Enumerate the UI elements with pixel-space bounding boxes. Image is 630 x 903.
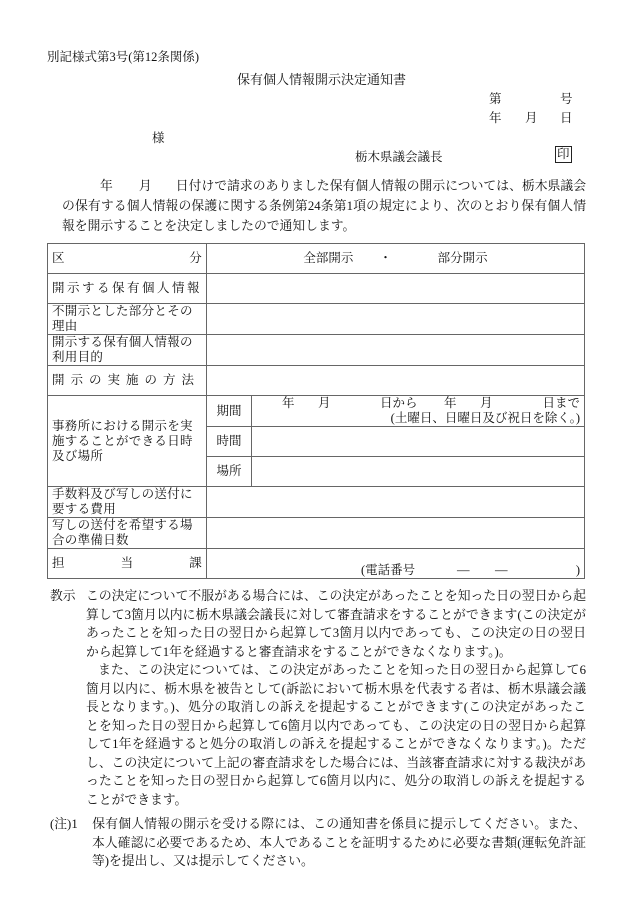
row-value[interactable] — [207, 274, 585, 304]
row-value[interactable] — [207, 487, 585, 518]
intro-text: 日付けで請求のありました保有個人情報の開示については、栃木県議会の保有する個人情報の保護に関する条例第24条第1項の規定により、次のとおり保有個人情報を開示することを決定しましたので通知します。 — [62, 179, 587, 233]
row-label: 不開示とした部分とその 理由 — [48, 304, 207, 335]
intro-month: 月 — [138, 179, 152, 193]
instruction-p2: また、この決定については、この決定があったことを知った日の翌日から起算して6箇月以内に、栃木県を被告として(訴訟において栃木県を代表する者は、栃木県議会議長となります。)、処分の取消しの訴えを提起することができます(この決定があったことを知った日の翌日から起算して6箇月以内であっても、この決定の日の翌日から起算して1年を経過すると処分の取消しの訴えを提起することができなくなります。)。ただし、この決定について上記の審査請求をした場合には、当該審査請求に対する裁決があったことを知った日の翌日から起算して6箇月以内に、処分の取消しの訴えを提起することができます。 — [86, 663, 586, 807]
intro-year: 年 — [100, 179, 113, 193]
category-label-left: 区 — [52, 251, 65, 265]
option-full-disclosure[interactable]: 全部開示 — [303, 251, 354, 265]
instruction-p1: 教示 この決定について不服がある場合には、この決定があったことを知った日の翌日から起算して3箇月以内に栃木県議会議長に対して審査請求をすることができます(この決定があったことを知った日の翌日から起算して3箇月以内であっても、この決定の日の翌日から起算して1年を経過すると審査請求をすることができなくなります。)。 — [50, 589, 586, 659]
disclosure-table — [47, 243, 585, 579]
office-period-row — [48, 396, 585, 427]
note-section — [50, 815, 586, 871]
table-row — [48, 366, 585, 396]
row-label: 開示する保有個人情報 — [48, 274, 207, 304]
document-title: 保有個人情報開示決定通知書 — [237, 72, 407, 87]
instruction-section — [50, 587, 586, 809]
intro-paragraph — [62, 176, 586, 236]
note-1: (注)1 保有個人情報の開示を受ける際には、この通知書を係員に提示してください。また、本人確認に必要であるため、本人であることを証明するために必要な書類(運転免許証等)を提出し、又は提示してください。 — [50, 817, 586, 868]
date-year: 年 — [489, 111, 502, 125]
period-label: 期間 — [207, 396, 252, 427]
table-row — [48, 518, 585, 549]
table-row — [48, 274, 585, 304]
row-value[interactable] — [207, 366, 585, 396]
charge-label: 担 当 課 — [48, 549, 207, 579]
place-value[interactable] — [252, 457, 585, 487]
place-label: 場所 — [207, 457, 252, 487]
period-dates: 年 月 日から 年 月 日まで — [282, 396, 580, 410]
issuer: 栃木県議会議長 — [355, 150, 443, 164]
period-note: (土曜日、日曜日及び祝日を除く。) — [390, 411, 580, 425]
addressee-suffix: 様 — [152, 131, 165, 145]
table-row — [48, 487, 585, 518]
form-label: 別記様式第3号(第12条関係) — [47, 50, 200, 64]
category-options — [207, 244, 585, 274]
category-row — [48, 244, 585, 274]
period-value[interactable] — [252, 396, 585, 427]
date-month: 月 — [525, 111, 538, 125]
table-row — [48, 335, 585, 366]
option-partial-disclosure[interactable]: 部分開示 — [437, 251, 488, 265]
table-row — [48, 304, 585, 335]
note-label: (注)1 — [50, 817, 78, 831]
row-label: 開示の実施の方法 — [48, 366, 207, 396]
number-prefix: 第 — [489, 92, 502, 106]
date-day: 日 — [560, 111, 573, 125]
row-label: 手数料及び写しの送付に 要する費用 — [48, 487, 207, 518]
row-value[interactable] — [207, 335, 585, 366]
category-label-right: 分 — [189, 251, 203, 265]
row-value[interactable] — [207, 304, 585, 335]
category-label — [48, 244, 207, 274]
time-label: 時間 — [207, 427, 252, 457]
number-suffix: 号 — [560, 92, 573, 106]
option-separator: ・ — [379, 251, 392, 265]
office-label: 事務所における開示を実 施することができる日時 及び場所 — [48, 396, 207, 487]
charge-row — [48, 549, 585, 579]
seal-mark: 印 — [557, 147, 570, 161]
row-value[interactable] — [207, 518, 585, 549]
document-body — [0, 176, 630, 871]
phone-label: (電話番号 — [361, 563, 416, 577]
instruction-label: 教示 — [50, 589, 76, 603]
time-value[interactable] — [252, 427, 585, 457]
row-label: 写しの送付を希望する場 合の準備日数 — [48, 518, 207, 549]
row-label: 開示する保有個人情報の 利用目的 — [48, 335, 207, 366]
charge-value[interactable]: (電話番号 — — ) — [207, 549, 585, 579]
